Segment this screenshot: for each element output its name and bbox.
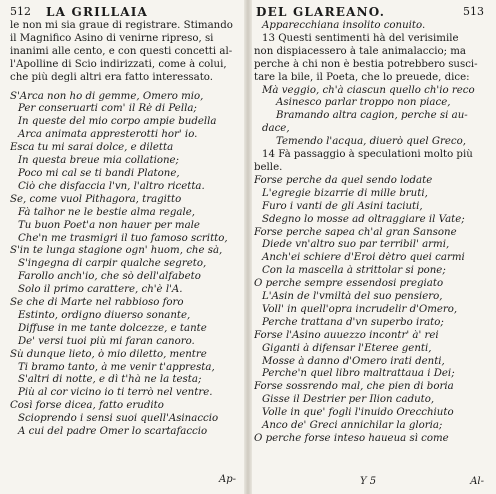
text-line: Esca tu mi sarai dolce, e diletta <box>10 142 174 154</box>
text-line: Più al cor vicino io ti terrò nel ventre. <box>18 387 213 399</box>
text-line: A cui del padre Omer lo scartafaccio <box>18 426 208 438</box>
text-line: De' versi tuoi più mi faran canoro. <box>18 335 195 347</box>
left-page-text <box>10 20 240 439</box>
text-line: S'ingegna di carpir qualche segreto, <box>18 258 207 270</box>
text-line: l'Apolline di Scio indirizzati, come à colui, <box>10 58 227 70</box>
text-line: In questa breue mia collatione; <box>18 155 179 167</box>
text-line: S'Arca non ho di gemme, Omero mio, <box>10 90 204 102</box>
text-line: S'in te lunga stagione ogn' huom, che sà, <box>10 245 223 257</box>
text-line: Sù dunque lieto, ò mio diletto, mentre <box>10 348 207 360</box>
left-catchword: Ap- <box>218 474 236 485</box>
text-line: Con la mascella à strittolar si pone; <box>262 265 446 277</box>
text-line: che più degli altri era fatto interessato. <box>10 71 214 83</box>
text-line: Anco de' Greci annichilar la gloria; <box>262 420 443 432</box>
text-line: belle. <box>254 161 283 173</box>
text-line: L'Asin de l'vmiltà del suo pensiero, <box>262 291 443 303</box>
text-line: Così forse dicea, fatto erudito <box>10 400 164 412</box>
right-signature-mark: Y 5 <box>360 476 377 487</box>
text-line: Forse l'Asino auuezzo incontr' à' rei <box>254 329 439 341</box>
text-line: dace, <box>262 123 290 135</box>
text-line: O perche sempre essendosi pregiato <box>254 278 444 290</box>
text-line: Arca animata appresterotti hor' io. <box>18 129 198 141</box>
text-line: Voll' in quell'opra incrudelir d'Omero, <box>262 303 458 315</box>
left-page-number: 512 <box>10 5 31 18</box>
text-line: Estinto, ordigno diuerso sonante, <box>18 309 191 321</box>
right-page-number: 513 <box>463 5 484 18</box>
text-line: Solo il primo carattere, ch'è l'A. <box>18 284 183 296</box>
text-line: Giganti à difensar l'Eteree genti, <box>262 342 432 354</box>
text-line: Mà veggio, ch'à ciascun quello ch'io reco <box>262 84 475 96</box>
text-line: Mosse à danno d'Omero irati denti, <box>262 355 445 367</box>
text-line: Volle in que' fogli l'inuido Orecchiuto <box>262 407 454 419</box>
text-line: Ti bramo tanto, à me venir t'appresta, <box>18 361 215 373</box>
text-line: O perche forse inteso haueua sì come <box>254 433 449 444</box>
text-line: S'altri di notte, e dì t'hà ne la testa; <box>18 374 202 386</box>
text-line: Bramando altra cagion, perche si au- <box>276 110 468 122</box>
left-running-title: LA GRILLAIA <box>46 5 149 19</box>
text-line: Forse sossrendo mal, che pien di boria <box>254 381 454 393</box>
text-line: Farollo anch'io, che sò dell'alfabeto <box>18 271 201 283</box>
text-line: Gisse il Destrier per Ilion caduto, <box>262 394 435 406</box>
left-page-header <box>0 4 246 20</box>
text-line: Ciò che disfaccia l'vn, l'altro ricetta. <box>18 180 205 192</box>
text-line: le non mi sia graue di registrare. Stimando <box>10 20 233 31</box>
right-catchword: Al- <box>470 476 484 487</box>
text-line: Forse perche da quel sendo lodate <box>254 174 433 186</box>
left-page <box>0 0 246 494</box>
text-line: Perche'n quel libro maltrattaua i Dei; <box>262 368 455 380</box>
text-line: Se, come vuol Pithagora, tragitto <box>10 193 182 205</box>
text-line: Anch'ei schiere d'Eroi dètro quei carmi <box>262 252 465 264</box>
right-page-text <box>254 20 486 446</box>
text-line: 13 Questi sentimenti hà del verisimile <box>262 32 459 44</box>
text-line: perche à chi non è bestia potrebbero susci- <box>254 58 478 70</box>
text-line: Forse perche sapea ch'al gran Sansone <box>254 226 457 238</box>
right-running-title: DEL GLAREANO. <box>256 5 386 19</box>
text-line: Per conseruarti com' il Rè di Pella; <box>18 103 197 115</box>
text-line: Perche trattana d'vn superbo irato; <box>262 316 444 328</box>
text-line: In queste del mio corpo ampie budella <box>18 116 217 128</box>
text-line: L'egregie bizarrie di mille bruti, <box>262 187 428 199</box>
text-line: tare la bile, il Poeta, che lo preuede, dice: <box>254 71 470 83</box>
text-line: Sdegno lo mosse ad oltraggiare il Vate; <box>262 213 465 225</box>
text-line: Asinesco parlar troppo non piace, <box>276 97 451 109</box>
text-line: inanimi alle cento, e con questi concetti al- <box>10 45 233 57</box>
text-line: Furo i vanti de gli Asini taciuti, <box>262 200 423 212</box>
text-line: Temendo l'acqua, diuerò quel Greco, <box>276 136 466 148</box>
text-line: Apparecchiana insolito conuito. <box>262 20 426 31</box>
text-line: Che'n me trasmigri il tuo famoso scritto, <box>18 232 228 244</box>
text-line: Scioprendo i sensi suoi quell'Asinaccio <box>18 413 219 425</box>
text-line: Poco mi cal se ti bandi Platone, <box>18 167 180 179</box>
right-page <box>250 0 496 494</box>
right-page-header <box>250 4 496 20</box>
text-line: il Magnifico Asino di venirne ripreso, si <box>10 32 214 44</box>
text-line: 14 Fà passaggio à speculationi molto più <box>262 149 473 161</box>
text-line: non dispiacessero à tale animalaccio; ma <box>254 45 466 57</box>
text-line: Diede vn'altro suo par terribil' armi, <box>262 239 450 251</box>
text-line: Se che di Marte nel rabbioso foro <box>10 297 184 309</box>
text-line: Tu buon Poet'a non hauer per male <box>18 219 200 231</box>
text-line: Diffuse in me tante dolcezze, e tante <box>18 322 207 334</box>
text-line: Fà talhor ne le bestie alma regale, <box>18 206 195 218</box>
